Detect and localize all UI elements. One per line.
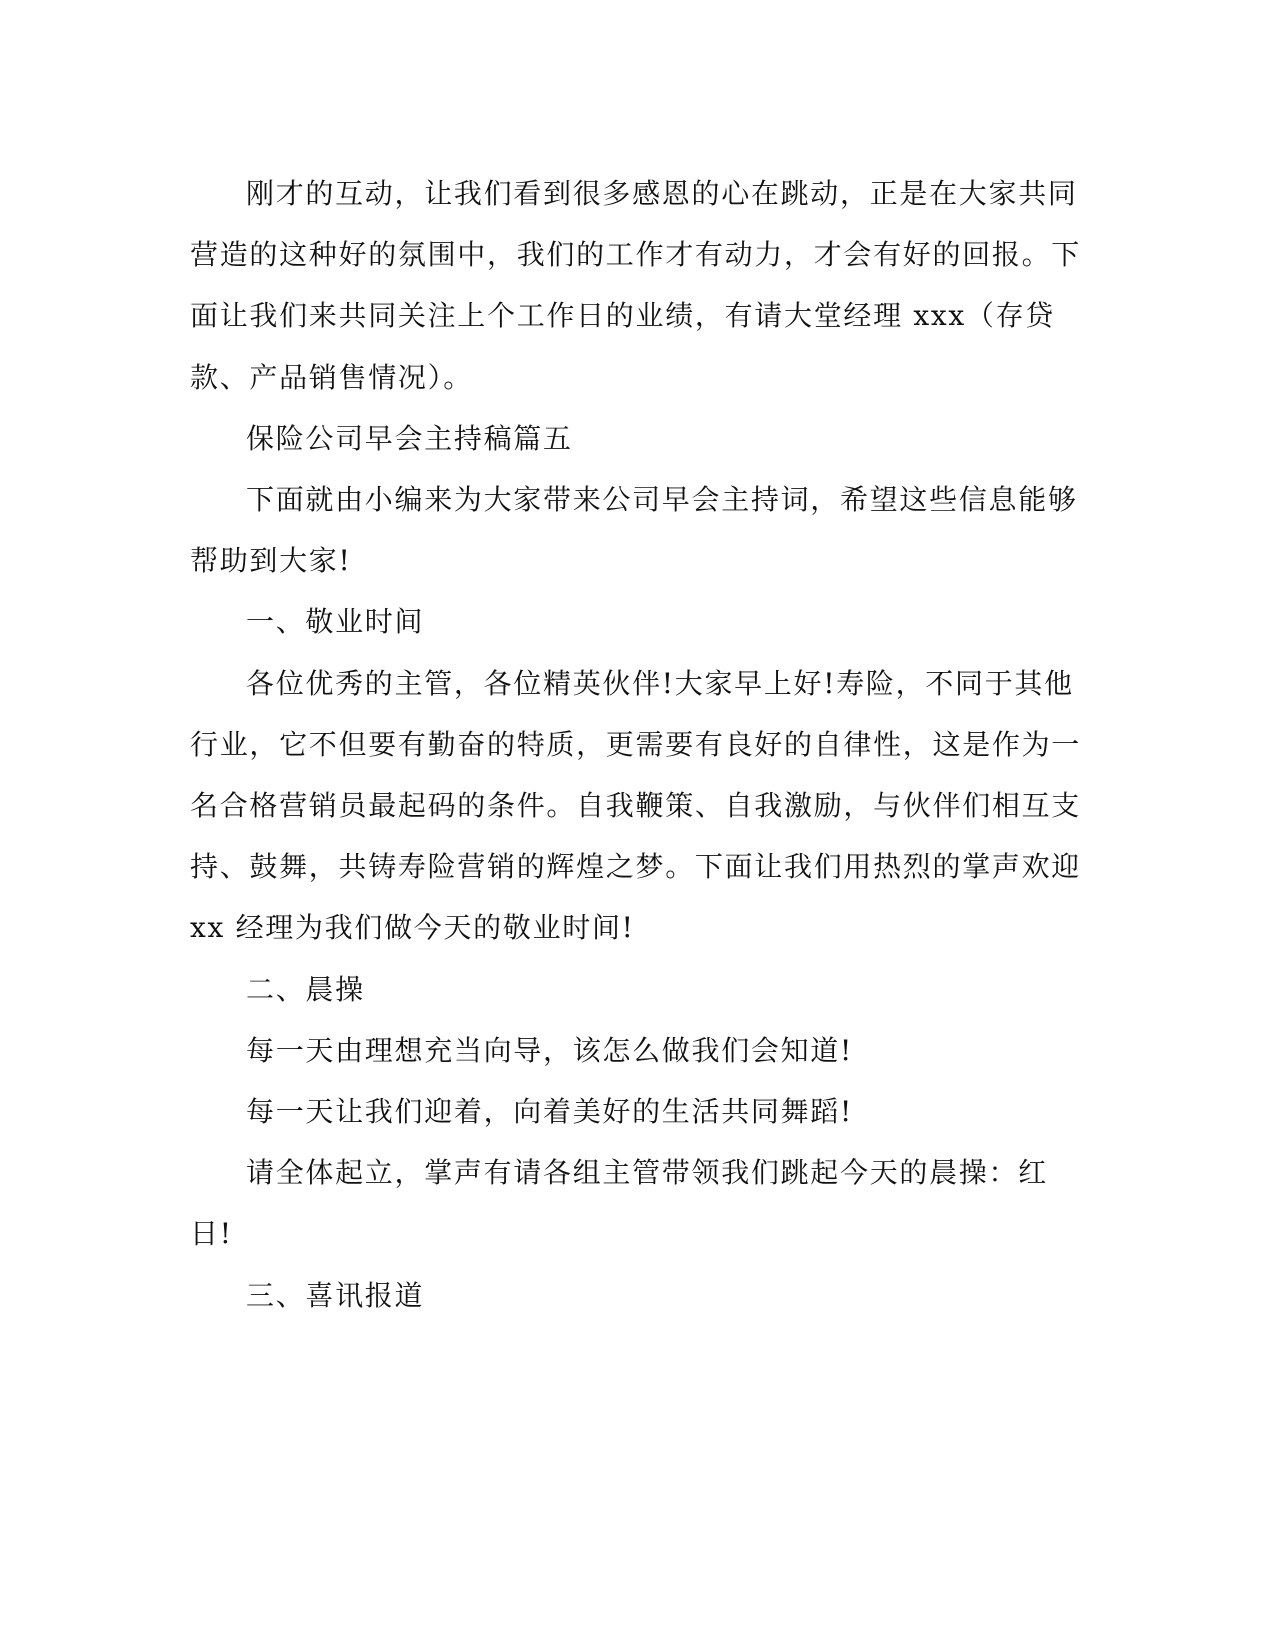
section-heading-morning-exercise: 二、晨操: [246, 972, 365, 1006]
paragraph-exercise-invite: 请全体起立，掌声有请各组主管带领我们跳起今天的晨操：红日!: [190, 1156, 1048, 1251]
paragraph-interaction-recap: 刚才的互动，让我们看到很多感恩的心在跳动，正是在大家共同营造的这种好的氛围中，我们的工作才有动力，才会有好的回报。下面让我们来共同关注上个工作日的业绩，有请大堂经理 xxx（存贷款、产品销售情况）。: [190, 177, 1082, 394]
section-heading-good-news: 三、喜讯报道: [246, 1278, 425, 1312]
section-heading-part-five: 保险公司早会主持稿篇五: [246, 421, 573, 455]
paragraph-exercise-line-one: 每一天由理想充当向导，该怎么做我们会知道!: [246, 1033, 853, 1067]
paragraph-intro: 下面就由小编来为大家带来公司早会主持词，希望这些信息能够帮助到大家!: [190, 483, 1078, 578]
paragraph-exercise-line-two: 每一天让我们迎着，向着美好的生活共同舞蹈!: [246, 1095, 853, 1129]
document-body: [190, 163, 1090, 1326]
section-heading-dedication-time: 一、敬业时间: [246, 605, 425, 639]
paragraph-dedication-time: 各位优秀的主管，各位精英伙伴!大家早上好!寿险，不同于其他行业，它不但要有勤奋的特质，更需要有良好的自律性，这是作为一名合格营销员最起码的条件。自我鞭策、自我激励，与伙伴们相互支持、鼓舞，共铸寿险营销的辉煌之梦。下面让我们用热烈的掌声欢迎 xx 经理为我们做今天的敬业时间!: [190, 666, 1092, 945]
